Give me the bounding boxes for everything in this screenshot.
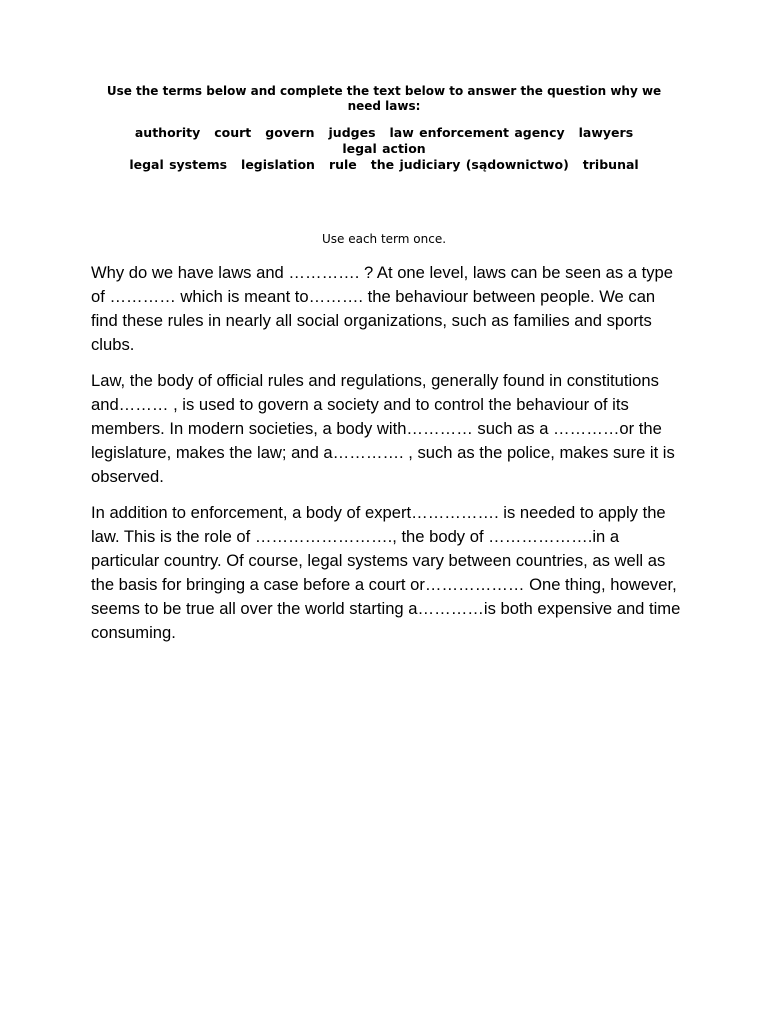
paragraph-2: Law, the body of official rules and regulations, generally found in constitutions and……… , is used to govern a society and to control the behaviour of its members. In modern societies, a body with………… such as a …………or the legislature, makes the law; and a…………. , such as the police, makes sure it is observed.	[91, 371, 675, 486]
term-item: legal systems	[129, 157, 228, 172]
body-text	[91, 261, 681, 657]
term-item: lawyers	[578, 125, 634, 140]
term-item: rule	[328, 157, 357, 172]
instruction-heading: Use the terms below and complete the text below to answer the question why we need laws:	[106, 84, 662, 113]
term-item: authority	[134, 125, 201, 140]
terms-list	[86, 125, 682, 173]
term-item: the judiciary (sądownictwo)	[370, 157, 569, 172]
term-item: tribunal	[582, 157, 639, 172]
term-item: judges	[328, 125, 376, 140]
terms-line-1	[86, 125, 682, 157]
terms-line-2	[86, 157, 682, 173]
term-item: legislation	[241, 157, 315, 172]
term-item: court	[214, 125, 252, 140]
paragraph-1: Why do we have laws and …………. ? At one level, laws can be seen as a type of ………… which is meant to………. the behaviour between people. We can find these rules in nearly all social organizations, such as families and sports clubs.	[91, 263, 674, 354]
term-item: govern	[265, 125, 315, 140]
usage-note: Use each term once.	[321, 232, 447, 246]
paragraph-3: In addition to enforcement, a body of expert……………. is needed to apply the law. This is the role of ……………………., the body of ……………….in a particular country. Of course, legal systems vary between countries, as well as the basis for bringing a case before a court or……………… One thing, however, seems to be true all over the world starting a…………is both expensive and time consuming.	[91, 503, 681, 642]
term-item: law enforcement agency	[389, 125, 565, 140]
term-item: legal action	[342, 141, 426, 156]
